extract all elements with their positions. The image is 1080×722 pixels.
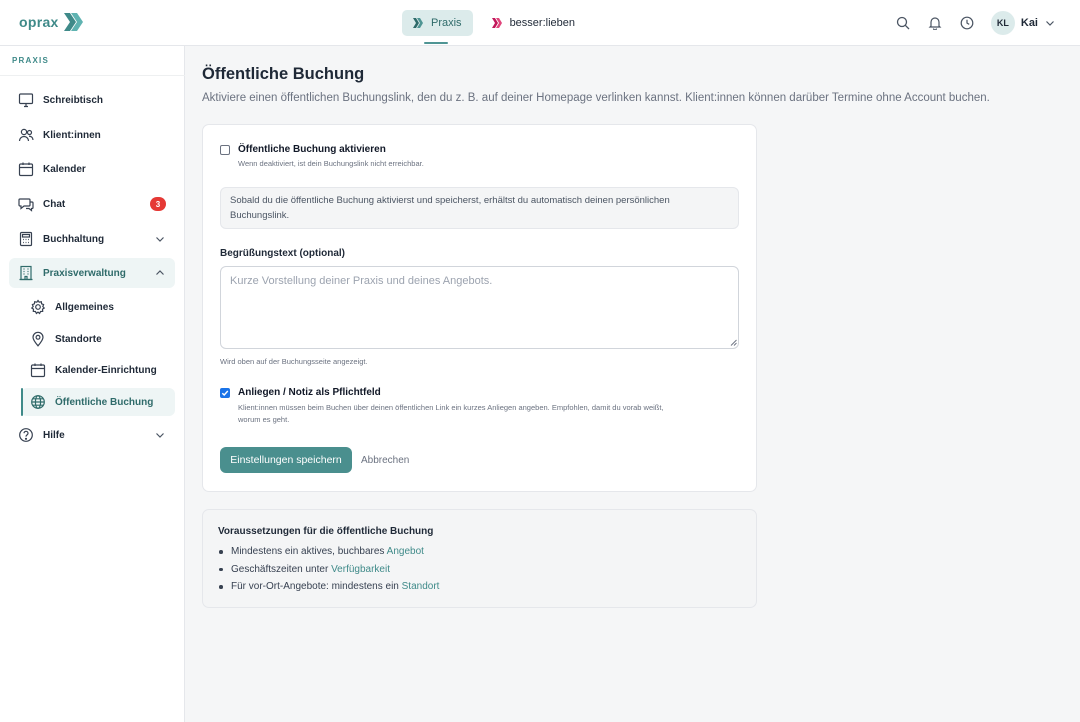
sidebar-subitem-kalender-einrichtung[interactable] xyxy=(21,356,175,384)
search-icon[interactable] xyxy=(895,15,911,31)
app-tab-label: Praxis xyxy=(431,17,462,29)
praxis-chevrons-icon xyxy=(413,17,423,29)
sidebar-subitem-label: Allgemeines xyxy=(55,301,114,313)
require-note-checkbox[interactable] xyxy=(220,388,230,398)
sidebar-subitem-allgemeines[interactable] xyxy=(21,293,175,321)
require-note-help-line2: worum es geht. xyxy=(238,415,290,424)
besser-lieben-chevrons-icon xyxy=(492,17,502,29)
greeting-textarea[interactable] xyxy=(220,266,739,349)
list-item-text: Mindestens ein aktives, buchbares xyxy=(231,546,387,557)
sidebar-item-schreibtisch[interactable] xyxy=(9,85,175,115)
sidebar-item-label: Praxisverwaltung xyxy=(43,267,126,279)
activate-booking-checkbox[interactable] xyxy=(220,145,230,155)
cancel-button[interactable]: Abbrechen xyxy=(361,447,409,473)
standort-link[interactable]: Standort xyxy=(401,581,440,592)
page-subtitle: Aktiviere einen öffentlichen Buchungslink, den du z. B. auf deiner Homepage verlinken kannst. Klient:innen können darüber Termine ohne Account buchen. xyxy=(202,92,990,104)
gear-icon xyxy=(30,299,46,315)
user-name: Kai xyxy=(1020,17,1038,29)
sidebar-subitem-standorte[interactable] xyxy=(21,325,175,353)
chevron-down-icon xyxy=(1044,17,1056,29)
sidebar-item-kalender[interactable] xyxy=(9,154,175,184)
globe-icon xyxy=(30,394,46,410)
sidebar-subitem-label: Kalender-Einrichtung xyxy=(55,364,157,376)
require-note-label: Anliegen / Notiz als Pflichtfeld xyxy=(238,387,381,398)
sidebar-subitem-label: Öffentliche Buchung xyxy=(55,396,154,408)
verfuegbarkeit-link[interactable]: Verfügbarkeit xyxy=(331,563,390,575)
save-settings-button[interactable]: Einstellungen speichern xyxy=(220,447,352,473)
activate-booking-label: Öffentliche Buchung aktivieren xyxy=(238,144,386,155)
map-pin-icon xyxy=(30,331,46,347)
chat-icon xyxy=(18,196,34,212)
list-item xyxy=(218,580,439,598)
monitor-icon xyxy=(18,92,34,108)
app-tab-besser-lieben[interactable] xyxy=(481,10,586,36)
logo-chevrons-icon xyxy=(62,12,84,32)
sidebar-item-label: Schreibtisch xyxy=(43,94,104,106)
sidebar-divider xyxy=(0,75,185,76)
sidebar-item-praxisverwaltung[interactable] xyxy=(9,258,175,288)
list-item xyxy=(218,545,439,563)
page-title: Öffentliche Buchung xyxy=(202,65,365,83)
app-tab-label: besser:lieben xyxy=(509,17,575,29)
greeting-help: Wird oben auf der Buchungsseite angezeigt. xyxy=(220,357,368,366)
calendar-icon xyxy=(30,362,46,378)
sidebar-item-label: Chat xyxy=(43,198,66,210)
header-actions xyxy=(895,11,1056,35)
chevron-down-icon xyxy=(154,233,166,245)
calendar-icon xyxy=(18,161,34,177)
sidebar-item-chat[interactable] xyxy=(9,189,175,219)
resize-handle-icon[interactable] xyxy=(730,339,737,346)
help-circle-icon xyxy=(18,427,34,443)
unread-badge: 3 xyxy=(150,197,166,211)
user-menu[interactable] xyxy=(991,11,1056,35)
calculator-icon xyxy=(18,231,34,247)
app-switcher xyxy=(402,10,586,36)
angebot-link[interactable]: Angebot xyxy=(386,546,424,557)
greeting-label: Begrüßungstext (optional) xyxy=(220,248,345,259)
requirements-title: Voraussetzungen für die öffentliche Buchung xyxy=(218,526,434,537)
users-icon xyxy=(18,127,34,143)
avatar: KL xyxy=(991,11,1015,35)
sidebar-item-buchhaltung[interactable] xyxy=(9,224,175,254)
sidebar-item-label: Hilfe xyxy=(43,429,65,441)
requirements-list xyxy=(218,545,439,598)
sidebar-item-hilfe[interactable] xyxy=(9,420,175,450)
sidebar-item-label: Klient:innen xyxy=(43,129,101,141)
top-header xyxy=(0,0,1080,46)
sidebar-section-label: PRAXIS xyxy=(12,56,49,65)
app-tab-praxis[interactable] xyxy=(402,10,473,36)
checkmark-icon xyxy=(221,389,229,397)
requirements-card xyxy=(202,509,757,608)
sidebar-item-label: Buchhaltung xyxy=(43,233,105,245)
clock-icon[interactable] xyxy=(959,15,975,31)
list-item xyxy=(218,563,439,581)
settings-card xyxy=(202,124,757,492)
require-note-help-line1: Klient:innen müssen beim Buchen über deinen öffentlichen Link ein kurzes Anliegen angeben. Empfohlen, damit du vorab weißt, xyxy=(238,403,664,412)
logo-text: oprax xyxy=(19,14,59,30)
oprax-logo[interactable] xyxy=(19,12,84,32)
bell-icon[interactable] xyxy=(927,15,943,31)
sidebar-item-klienten[interactable] xyxy=(9,120,175,150)
sidebar-subitem-oeffentliche-buchung[interactable] xyxy=(21,388,175,416)
building-icon xyxy=(18,265,34,281)
active-app-indicator xyxy=(424,42,448,44)
chevron-up-icon xyxy=(154,267,166,279)
activate-booking-help: Wenn deaktiviert, ist dein Buchungslink nicht erreichbar. xyxy=(238,159,424,168)
sidebar xyxy=(0,46,185,722)
list-item-text: Für vor-Ort-Angebote: mindestens ein xyxy=(231,581,402,592)
sidebar-subitem-label: Standorte xyxy=(55,333,102,345)
info-box: Sobald du die öffentliche Buchung aktivierst und speicherst, erhältst du automatisch deinen persönlichen Buchungslink. xyxy=(220,187,739,229)
chevron-down-icon xyxy=(154,429,166,441)
list-item-text: Geschäftszeiten unter xyxy=(231,563,332,575)
sidebar-item-label: Kalender xyxy=(43,163,86,175)
